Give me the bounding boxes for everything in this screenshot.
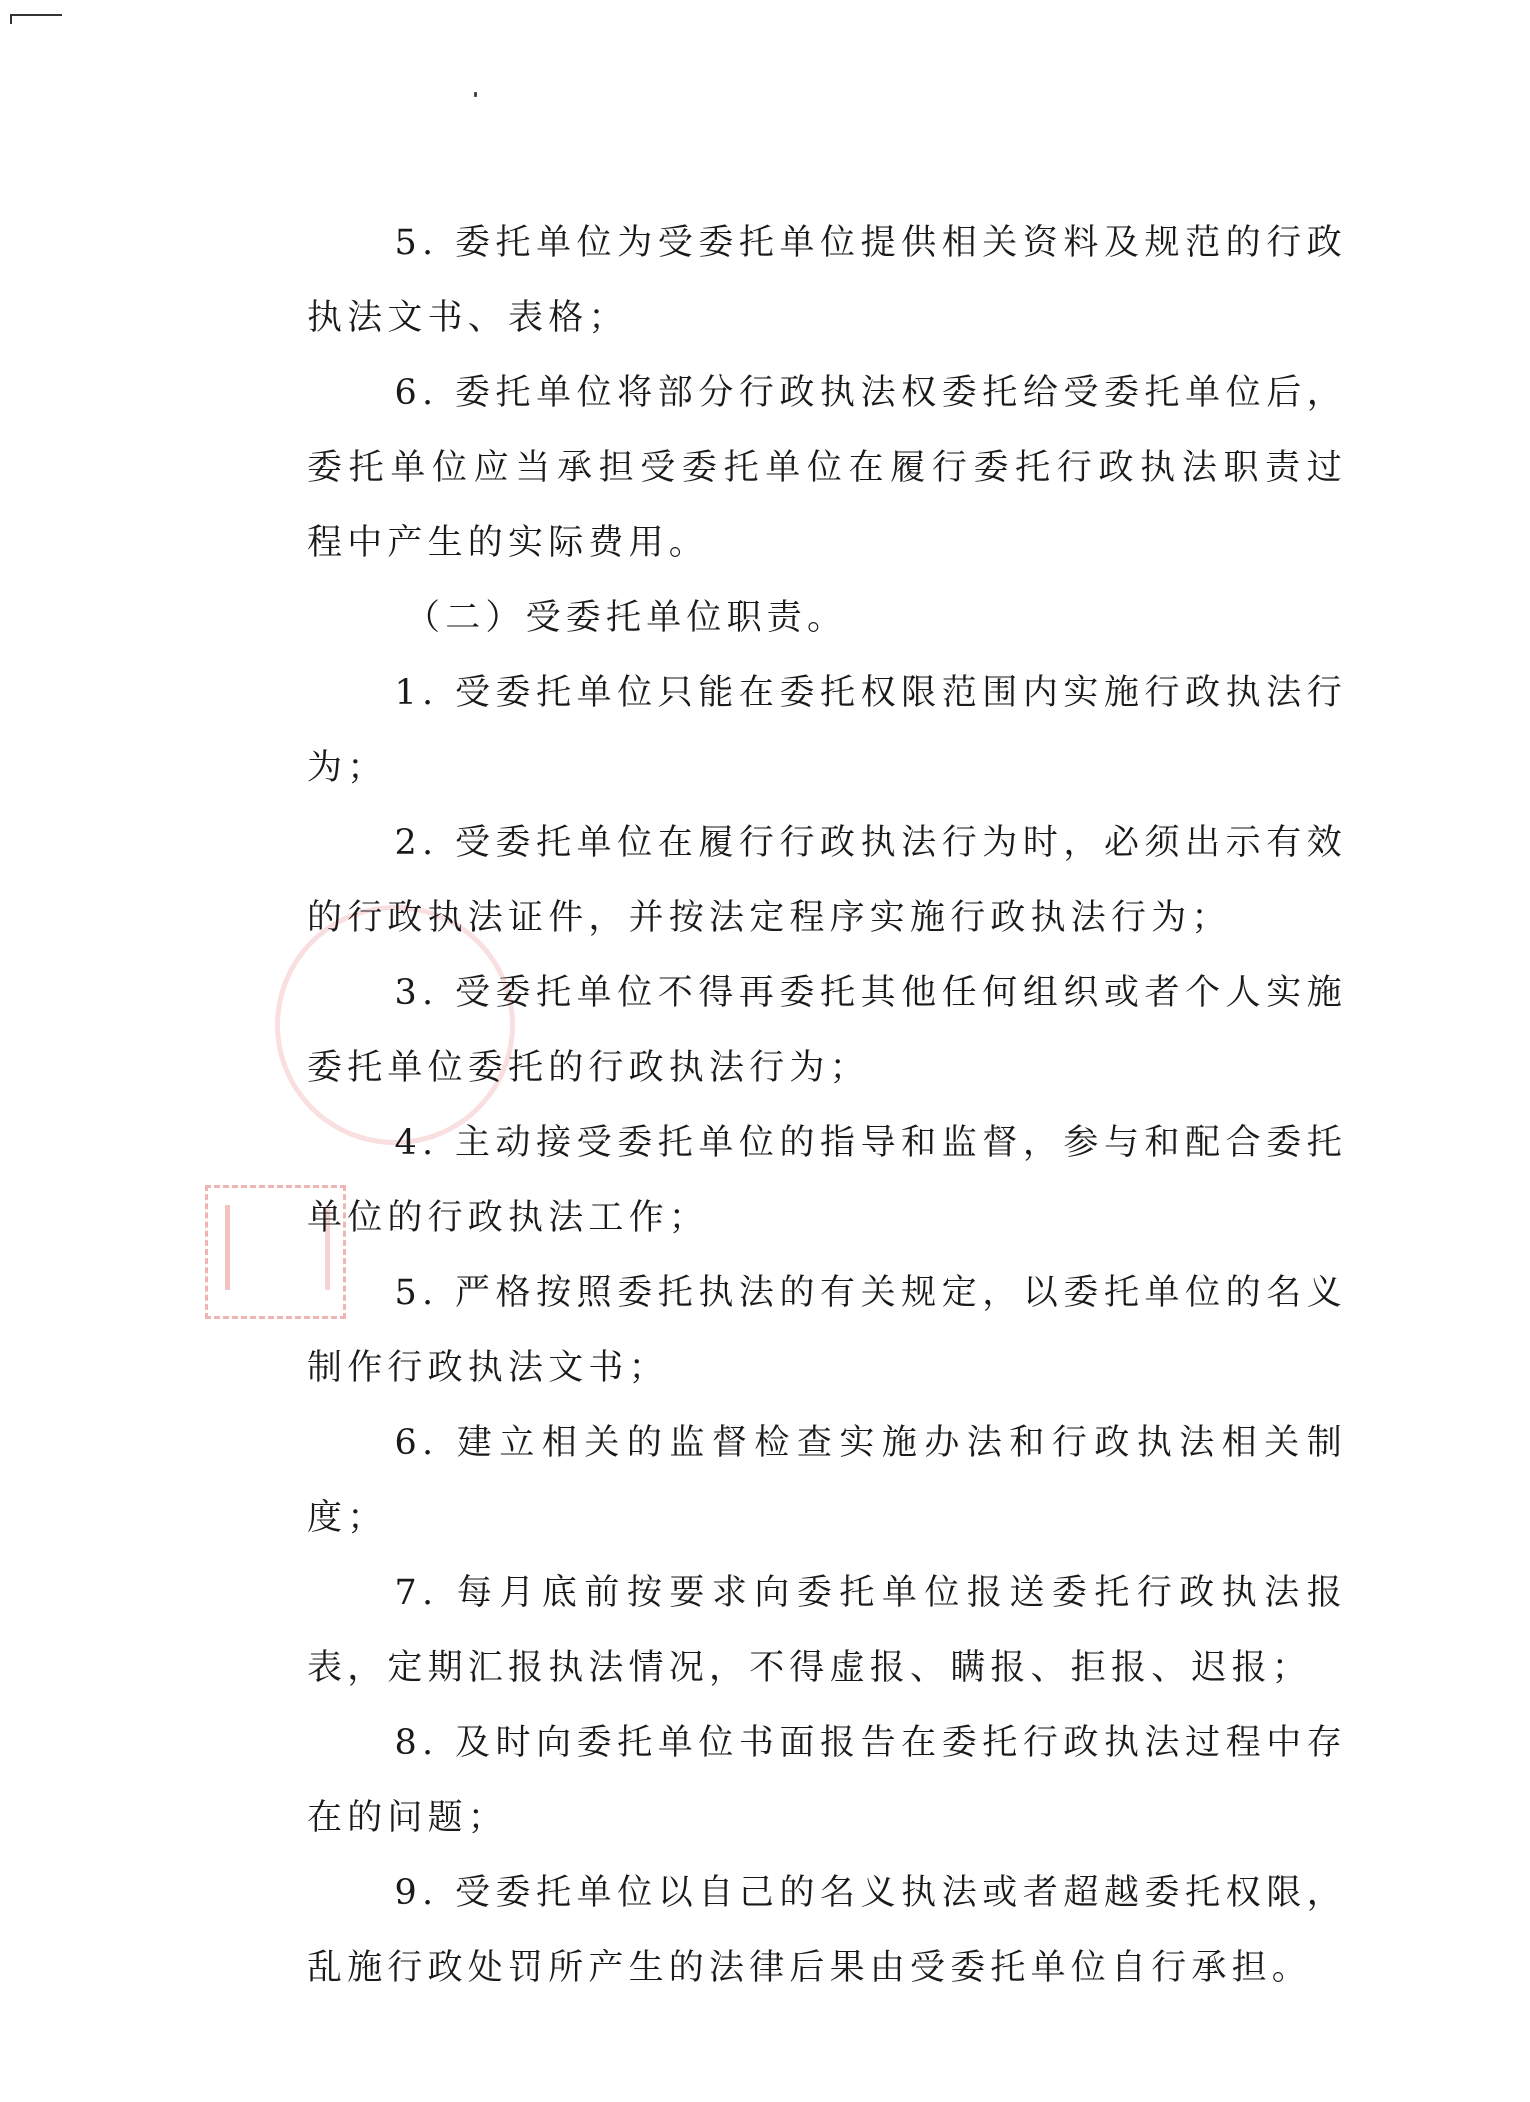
scan-corner-mark — [10, 14, 62, 24]
paragraph-item-8: 8. 及时向委托单位书面报告在委托行政执法过程中存在的问题； — [307, 1723, 1347, 1838]
paragraph-item-5-duties-of-principal: 5. 委托单位为受委托单位提供相关资料及规范的行政执法文书、表格； — [307, 223, 1347, 338]
paragraph-item-4: 4. 主动接受委托单位的指导和监督，参与和配合委托单位的行政执法工作； — [307, 1123, 1347, 1238]
paragraph-item-2: 2. 受委托单位在履行行政执法行为时，必须出示有效的行政执法证件，并按法定程序实施行政执法行为； — [307, 823, 1347, 938]
paragraph-item-6-duties-of-principal: 6. 委托单位将部分行政执法权委托给受委托单位后，委托单位应当承担受委托单位在履行委托行政执法职责过程中产生的实际费用。 — [307, 373, 1347, 563]
paragraph-item-1: 1. 受委托单位只能在委托权限范围内实施行政执法行为； — [307, 673, 1347, 788]
paragraph-item-9: 9. 受委托单位以自己的名义执法或者超越委托权限，乱施行政处罚所产生的法律后果由受委托单位自行承担。 — [307, 1873, 1347, 1988]
paragraph-item-5: 5. 严格按照委托执法的有关规定，以委托单位的名义制作行政执法文书； — [307, 1273, 1347, 1388]
scan-dot-mark — [474, 92, 477, 97]
paragraph-item-7: 7. 每月底前按要求向委托单位报送委托行政执法报表，定期汇报执法情况，不得虚报、瞒报、拒报、迟报； — [307, 1573, 1347, 1688]
document-body — [307, 206, 1347, 2006]
section-heading-agent-duties: （二）受委托单位职责。 — [405, 598, 848, 638]
paragraph-item-6: 6. 建立相关的监督检查实施办法和行政执法相关制度； — [307, 1423, 1347, 1538]
paragraph-item-3: 3. 受委托单位不得再委托其他任何组织或者个人实施委托单位委托的行政执法行为； — [307, 973, 1347, 1088]
